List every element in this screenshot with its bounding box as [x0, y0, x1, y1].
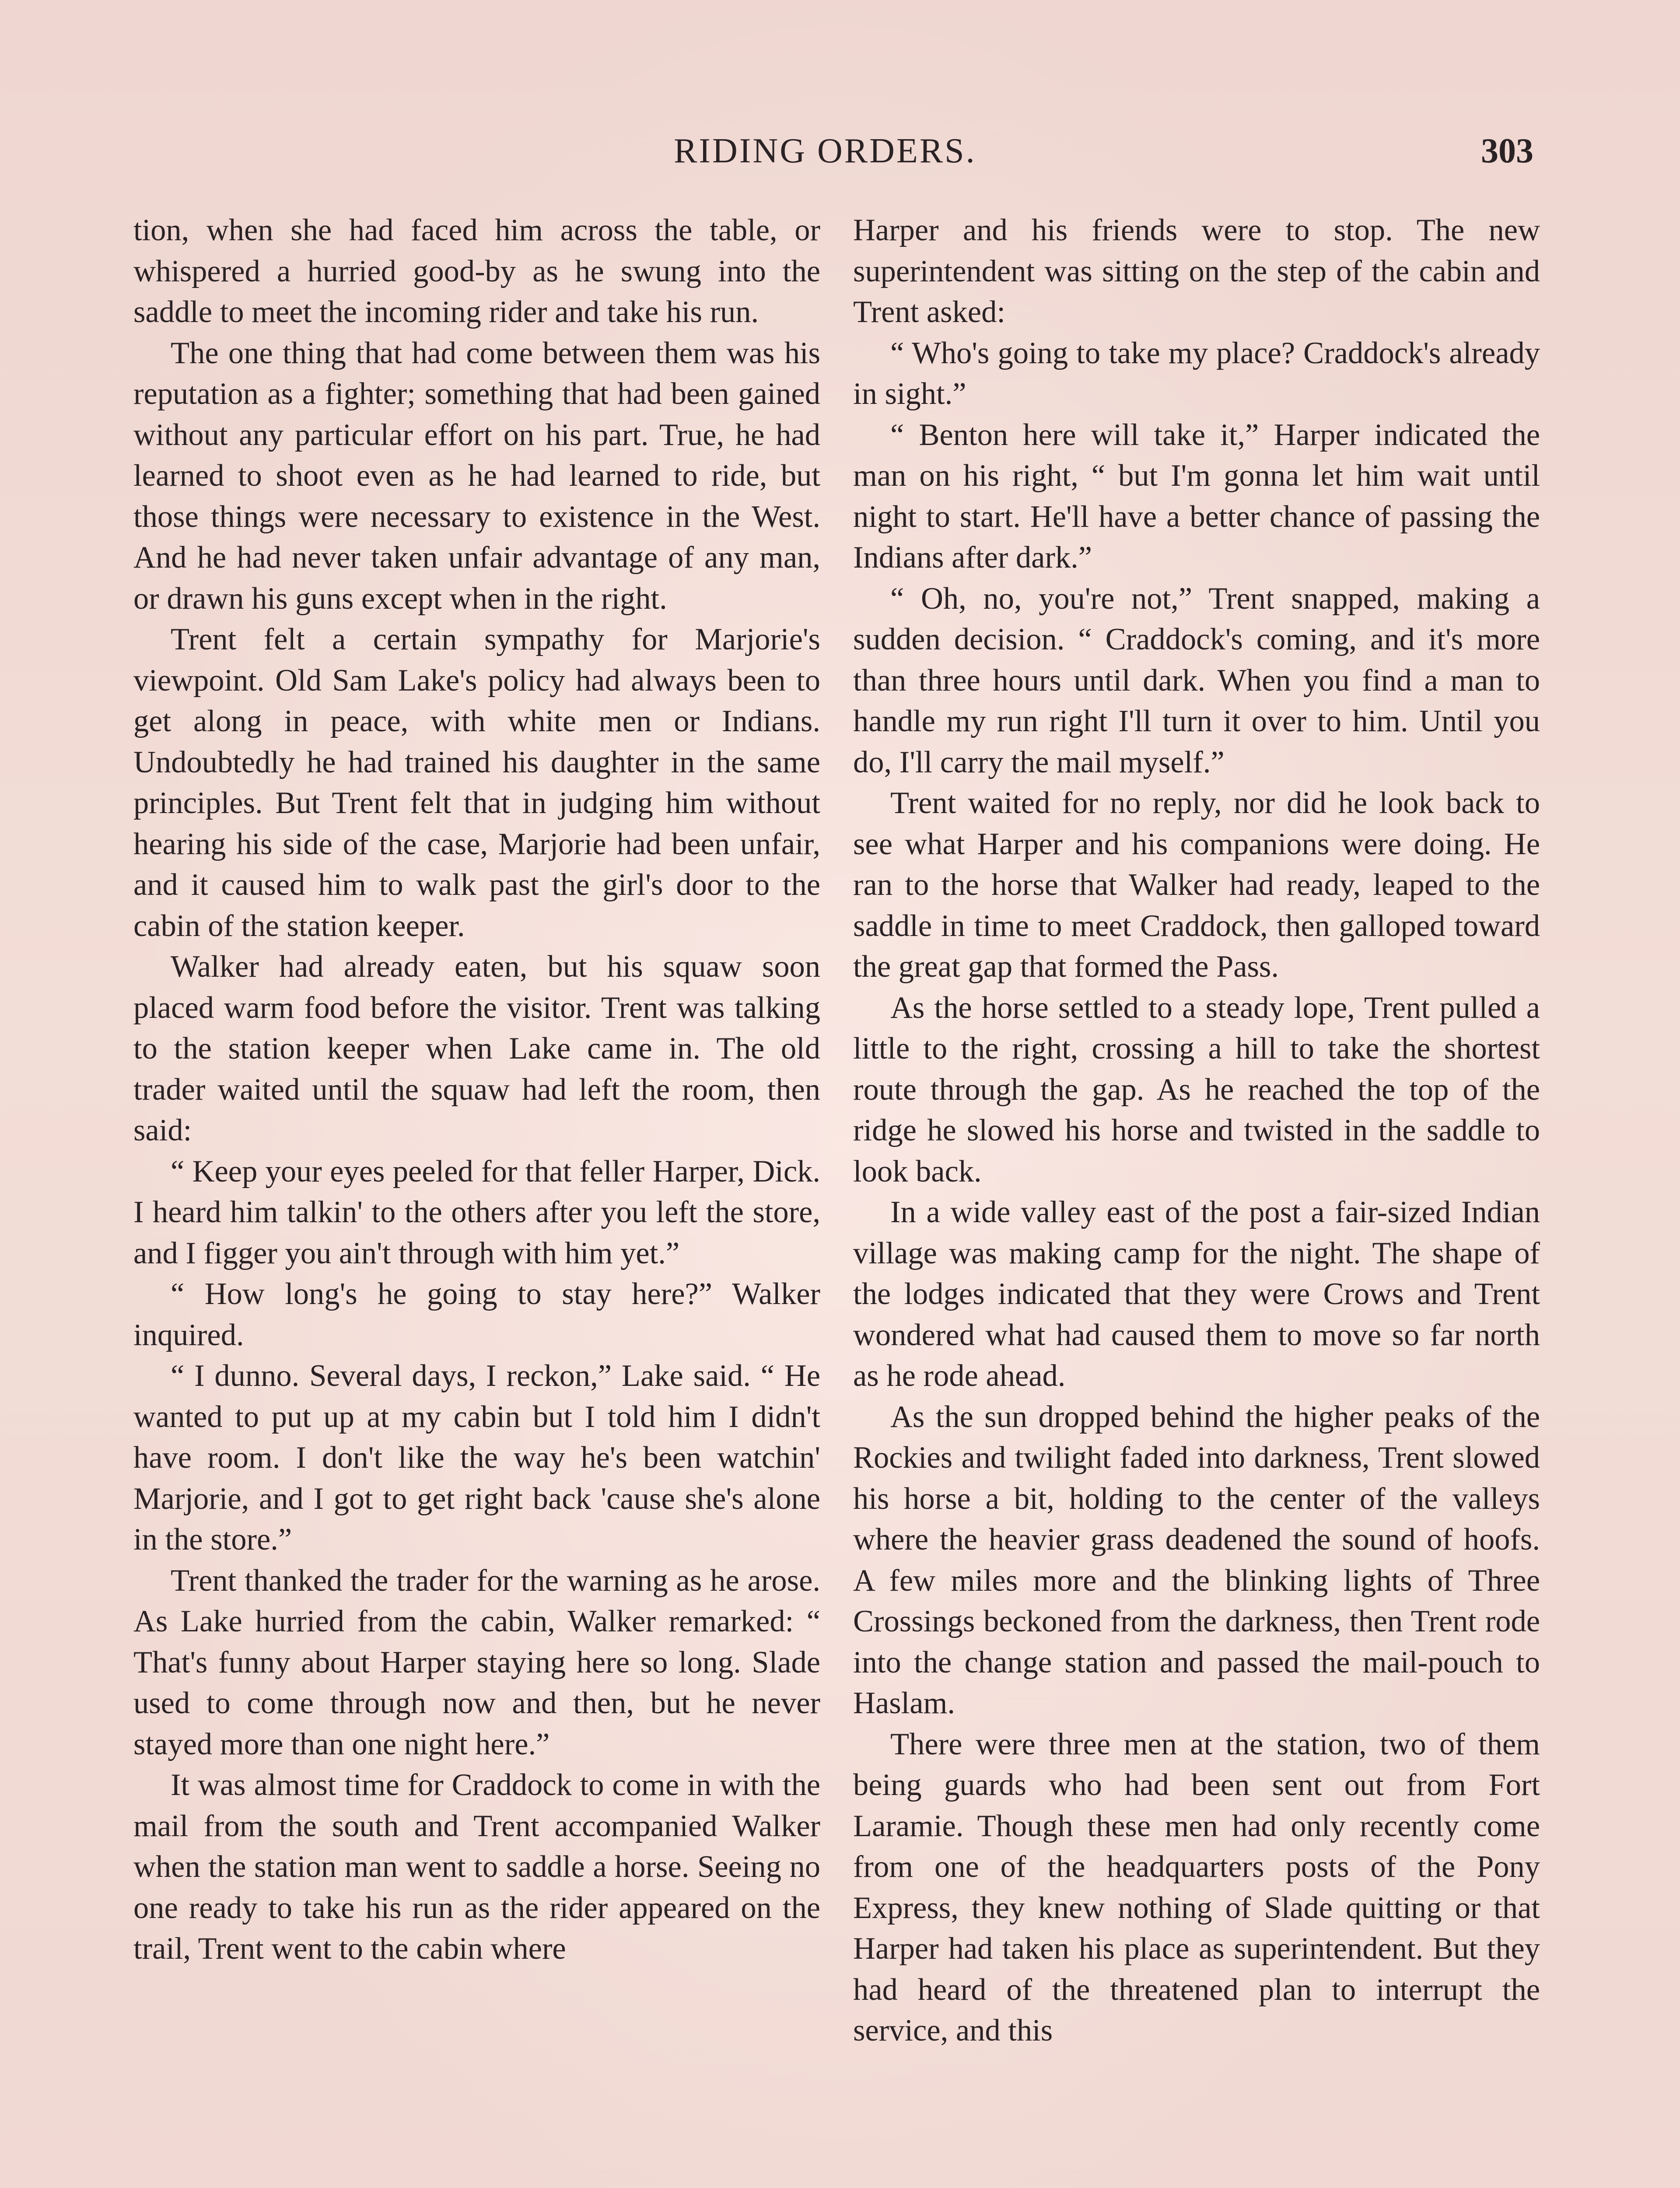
paragraph: “ Benton here will take it,” Harper indicated the man on his right, “ but I'm gonna let him wait until night to start. He'll have a better chance of passing the Indians after dark.”: [853, 417, 1540, 575]
paragraph: As the sun dropped behind the higher peaks of the Rockies and twilight faded into darkness, Trent slowed his horse a bit, holding to the center of the valleys where the heavier grass deadened the sound of hoofs. A few miles more and the blinking lights of Three Crossings beckoned from the darkness, then Trent rode into the change station and passed the mail-pouch to Haslam.: [853, 1399, 1540, 1720]
paragraph: “ Oh, no, you're not,” Trent snapped, making a sudden decision. “ Craddock's coming, and it's more than three hours until dark. When you find a man to handle my run right I'll turn it over to him. Until you do, I'll carry the mail myself.”: [853, 581, 1540, 779]
paragraph: “ Who's going to take my place? Craddock's already in sight.”: [853, 336, 1540, 411]
paragraph: Trent thanked the trader for the warning as he arose. As Lake hurried from the cabin, Walker remarked: “ That's funny about Harper staying here so long. Slade used to come through now and then, but he never stayed more than one night here.”: [133, 1563, 820, 1761]
paragraph: Harper and his friends were to stop. The new superintendent was sitting on the step of the cabin and Trent asked:: [853, 213, 1540, 329]
paragraph: “ How long's he going to stay here?” Walker inquired.: [133, 1277, 820, 1352]
paragraph: In a wide valley east of the post a fair-sized Indian village was making camp for the night. The shape of the lodges indicated that they were Crows and Trent wondered what had caused them to move so far north as he rode ahead.: [853, 1195, 1540, 1393]
paragraph: Trent waited for no reply, nor did he look back to see what Harper and his companions were doing. He ran to the horse that Walker had ready, leaped to the saddle in time to meet Craddock, then galloped toward the great gap that formed the Pass.: [853, 786, 1540, 984]
paragraph: It was almost time for Craddock to come in with the mail from the south and Trent accompanied Walker when the station man went to saddle a horse. Seeing no one ready to take his run as the rider appeared on the trail, Trent went to the cabin where: [133, 1768, 820, 1966]
paragraph: “ I dunno. Several days, I reckon,” Lake said. “ He wanted to put up at my cabin but I told him I didn't have room. I don't like the way he's been watchin' Marjorie, and I got to get right back 'cause she's alone in the store.”: [133, 1359, 820, 1557]
running-title: RIDING ORDERS.: [674, 132, 976, 170]
left-column: [133, 210, 820, 1970]
paragraph: There were three men at the station, two of them being guards who had been sent out from Fort Laramie. Though these men had only recently come from one of the headquarters posts of the Pony Express, they knew nothing of Slade quitting or that Harper had taken his place as superintendent. But they had heard of the threatened plan to interrupt the service, and this: [853, 1727, 1540, 2048]
paragraph: Trent felt a certain sympathy for Marjorie's viewpoint. Old Sam Lake's policy had always been to get along in peace, with white men or Indians. Undoubtedly he had trained his daughter in the same principles. But Trent felt that in judging him without hearing his side of the case, Marjorie had been unfair, and it caused him to walk past the girl's door to the cabin of the station keeper.: [133, 622, 820, 943]
paragraph: tion, when she had faced him across the table, or whispered a hurried good-by as he swung into the saddle to meet the incoming rider and take his run.: [133, 213, 820, 329]
paragraph: Walker had already eaten, but his squaw soon placed warm food before the visitor. Trent was talking to the station keeper when Lake came in. The old trader waited until the squaw had left the room, then said:: [133, 950, 820, 1147]
paragraph: The one thing that had come between them was his reputation as a fighter; something that had been gained without any particular effort on his part. True, he had learned to shoot even as he had learned to ride, but those things were necessary to existence in the West. And he had never taken unfair advantage of any man, or drawn his guns except when in the right.: [133, 336, 820, 616]
paragraph: As the horse settled to a steady lope, Trent pulled a little to the right, crossing a hill to take the shortest route through the gap. As he reached the top of the ridge he slowed his horse and twisted in the saddle to look back.: [853, 990, 1540, 1189]
page-number: 303: [1481, 132, 1533, 170]
right-column: [853, 210, 1540, 2051]
paragraph: “ Keep your eyes peeled for that feller Harper, Dick. I heard him talkin' to the others after you left the store, and I figger you ain't through with him yet.”: [133, 1154, 820, 1270]
